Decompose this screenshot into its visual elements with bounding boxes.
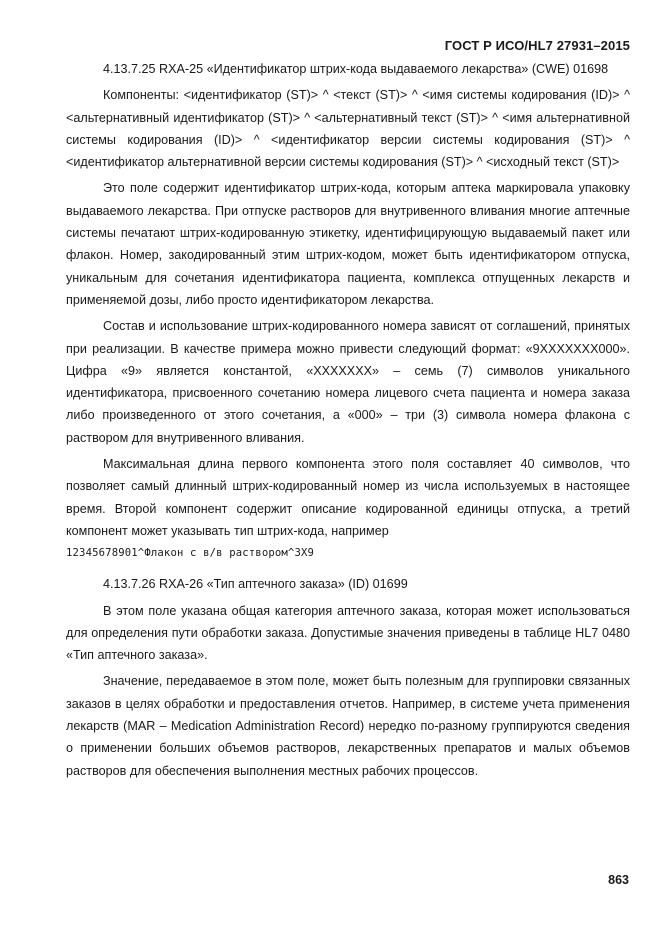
components-paragraph: Компоненты: <идентификатор (ST)> ^ <текст (ST)> ^ <имя системы кодирования (ID)> ^ <альтернативный идентификатор (ST)> ^ <альтернативный текст (ST)> ^ <имя альтернативной системы кодирования (ID)> ^ <идентификатор версии системы кодирования (ST)> ^ <идентификатор альтернативной версии системы кодирования (ST)> ^ <исходный текст (ST)>	[66, 88, 630, 170]
paragraph-barcode-format: Состав и использование штрих-кодированного номера зависят от соглашений, принятых при реализации. В качестве примера можно привести следующий формат: «9XXXXXXX000». Цифра «9» является константой, «XXXXXXX» – семь (7) символов уникального идентификатора, присвоенного сочетанию номера лицевого счета пациента и номера заказа либо произведенного от этого сочетания, а «000» – три (3) символа номера флакона с раствором для внутривенного вливания.	[66, 319, 630, 445]
document-body	[66, 58, 630, 782]
barcode-example: 12345678901^Флакон с в/в раствором^3X9	[66, 547, 315, 560]
paragraph-barcode-description: Это поле содержит идентификатор штрих-кода, которым аптека маркировала упаковку выдаваемого лекарства. При отпуске растворов для внутривенного вливания многие аптечные системы печатают штрих-кодированную этикетку, идентифицирующую выдаваемый пакет или флакон. Номер, закодированный этим штрих-кодом, может быть идентификатором отпуска, уникальным для сочетания идентификатора пациента, комплекса отпущенных лекарств и применяемой дозы, либо просто идентификатором лекарства.	[66, 181, 630, 307]
section-heading-rxa25: 4.13.7.25 RXA-25 «Идентификатор штрих-кода выдаваемого лекарства» (CWE) 01698	[103, 62, 609, 76]
standard-header: ГОСТ Р ИСО/HL7 27931–2015	[444, 38, 630, 53]
paragraph-max-length: Максимальная длина первого компонента этого поля составляет 40 символов, что позволяет самый длинный штрих-кодированный номер из числа используемых в настоящее время. Второй компонент содержит описание кодированной единицы отпуска, а третий компонент может указывать тип штрих-кода, например	[66, 457, 630, 538]
page-number: 863	[608, 873, 629, 887]
section-heading-rxa26: 4.13.7.26 RXA-26 «Тип аптечного заказа» (ID) 01699	[103, 577, 408, 592]
paragraph-grouping: Значение, передаваемое в этом поле, может быть полезным для группировки связанных заказов в целях обработки и предоставления отчетов. Например, в системе учета применения лекарств (MAR – Medication Administration Record) нередко по-разному группируются сведения о применении больших объемов растворов, лекарственных препаратов и малых объемов растворов для обеспечения выполнения местных рабочих процессов.	[66, 674, 630, 778]
paragraph-order-type: В этом поле указана общая категория аптечного заказа, которая может использоваться для определения пути обработки заказа. Допустимые значения приведены в таблице HL7 0480 «Тип аптечного заказа».	[66, 603, 630, 663]
